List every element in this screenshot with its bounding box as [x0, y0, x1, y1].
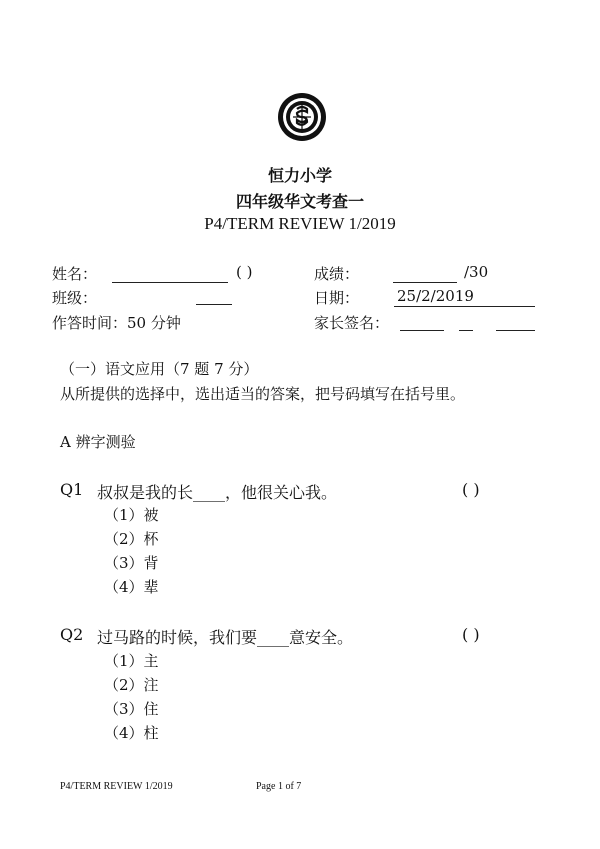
- parent-signature-label: 家长签名：: [314, 314, 390, 332]
- option-item: （1）主: [104, 652, 159, 670]
- option-item: （2）杯: [104, 530, 159, 548]
- option-item: （2）注: [104, 676, 159, 694]
- section-instruction: 从所提供的选择中，选出适当的答案，把号码填写在括号里。: [60, 385, 466, 403]
- option-item: （4）柱: [104, 724, 159, 742]
- answer-paren[interactable]: ( ): [462, 480, 480, 499]
- name-label: 姓名：: [52, 265, 98, 283]
- class-label: 班级：: [52, 289, 98, 307]
- class-line[interactable]: [196, 304, 232, 305]
- option-item: （3）住: [104, 700, 159, 718]
- signature-line-3[interactable]: [496, 330, 535, 331]
- option-item: （3）背: [104, 554, 159, 572]
- question-number: Q2: [60, 625, 84, 644]
- time-label: 作答时间：50 分钟: [52, 314, 181, 332]
- score-total: /30: [464, 263, 489, 281]
- date-value: 25/2/2019: [397, 287, 474, 305]
- footer-left: P4/TERM REVIEW 1/2019: [60, 781, 173, 792]
- score-label: 成绩：: [314, 265, 360, 283]
- answer-paren[interactable]: ( ): [462, 625, 480, 644]
- question-number: Q1: [60, 480, 84, 499]
- school-name: 恒力小学: [267, 166, 332, 185]
- name-line[interactable]: [112, 282, 228, 283]
- signature-line-1[interactable]: [400, 330, 444, 331]
- term-title: P4/TERM REVIEW 1/2019: [204, 214, 396, 233]
- date-label: 日期：: [314, 289, 360, 307]
- score-line[interactable]: [393, 282, 457, 283]
- page-number: Page 1 of 7: [256, 781, 302, 792]
- date-line: [394, 306, 535, 307]
- option-item: （1）被: [104, 506, 159, 524]
- signature-line-2[interactable]: [459, 330, 473, 331]
- school-logo: [276, 91, 328, 143]
- section-heading: （一）语文应用（7 题 7 分）: [60, 360, 259, 378]
- part-a-title: A 辨字测验: [60, 433, 136, 451]
- question-text: 叔叔是我的长____，他很关心我。: [97, 483, 338, 502]
- question-text: 过马路的时候，我们要____意安全。: [97, 628, 354, 647]
- name-paren: ( ): [236, 263, 253, 281]
- exam-title: 四年级华文考查一: [235, 192, 364, 211]
- option-item: （4）辈: [104, 578, 159, 596]
